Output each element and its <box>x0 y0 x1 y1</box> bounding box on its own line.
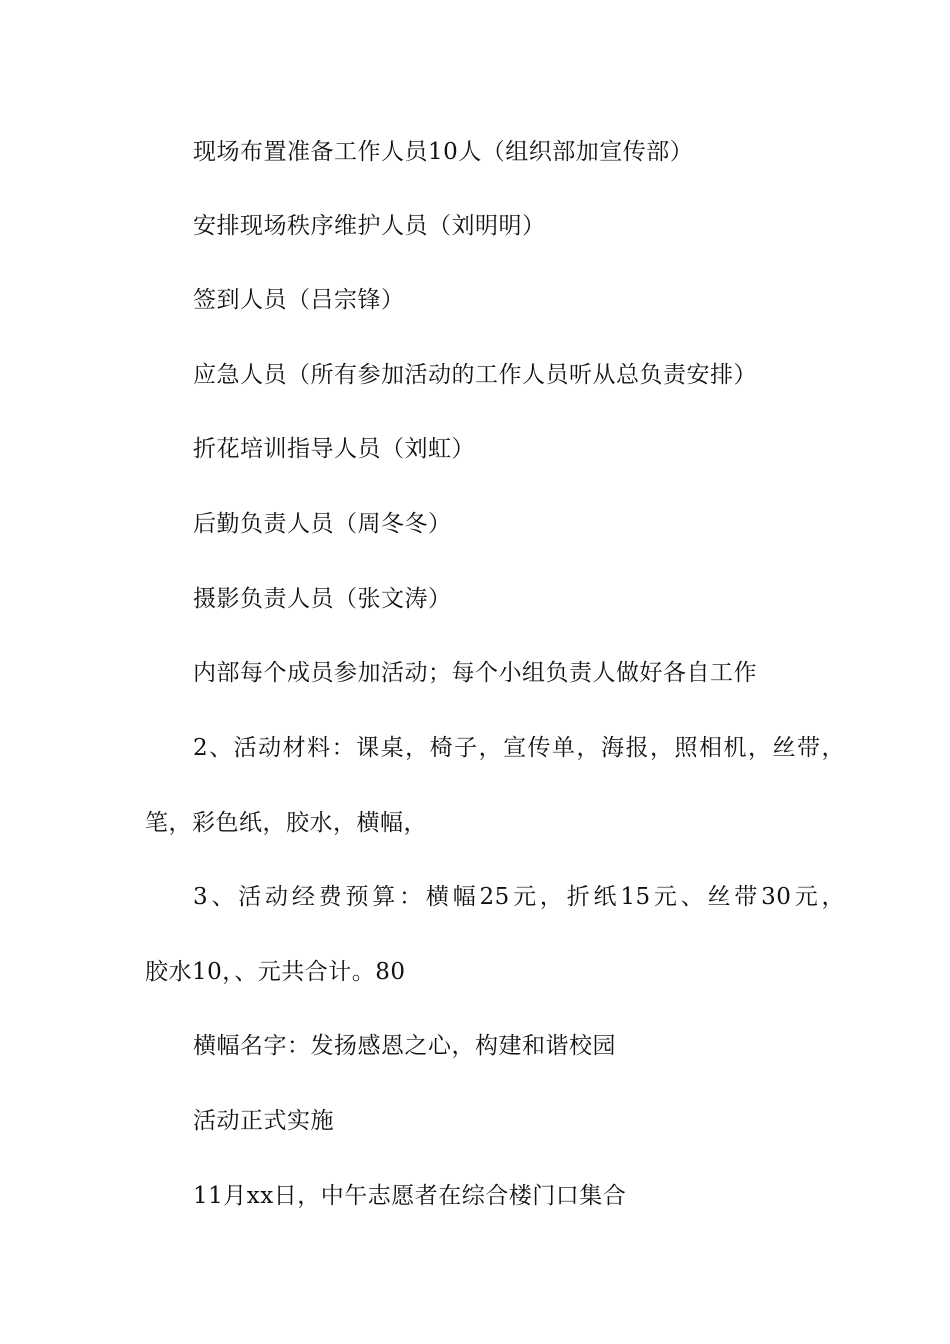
paragraph-photo-staff: 摄影负责人员（张文涛） <box>193 586 452 612</box>
paragraph-budget-cont: 胶水10，、元共合计。80 <box>145 959 406 985</box>
paragraph-banner-name: 横幅名字：发扬感恩之心，构建和谐校园 <box>193 1033 616 1059</box>
paragraph-training-staff: 折花培训指导人员（刘虹） <box>193 436 475 462</box>
paragraph-logistics-staff: 后勤负责人员（周冬冬） <box>193 511 452 537</box>
paragraph-emergency-staff: 应急人员（所有参加活动的工作人员听从总负责安排） <box>193 362 757 388</box>
paragraph-budget: 3、活动经费预算：横幅25元，折纸15元、丝带30元， <box>193 884 845 910</box>
paragraph-gathering: 11月xx日，中午志愿者在综合楼门口集合 <box>193 1183 627 1209</box>
paragraph-signin-staff: 签到人员（吕宗锋） <box>193 287 405 313</box>
paragraph-implementation: 活动正式实施 <box>193 1108 334 1134</box>
paragraph-materials: 2、活动材料：课桌，椅子，宣传单，海报，照相机，丝带， <box>193 735 845 761</box>
paragraph-order-staff: 安排现场秩序维护人员（刘明明） <box>193 213 546 239</box>
paragraph-members: 内部每个成员参加活动；每个小组负责人做好各自工作 <box>193 660 757 686</box>
paragraph-setup-staff: 现场布置准备工作人员10人（组织部加宣传部） <box>193 139 694 165</box>
paragraph-materials-cont: 笔，彩色纸，胶水，横幅， <box>145 810 427 836</box>
